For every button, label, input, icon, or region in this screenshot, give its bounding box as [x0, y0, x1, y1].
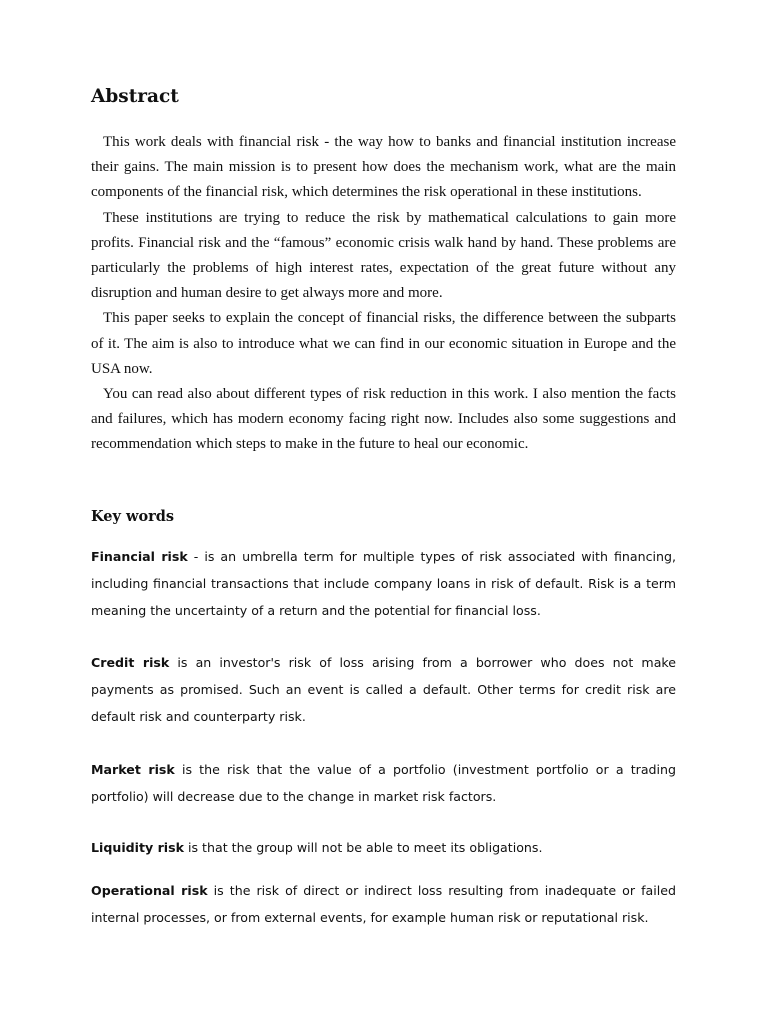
keyword-term: Operational risk — [91, 883, 208, 898]
abstract-paragraph: This work deals with financial risk - the way how to banks and financial institution increase their gains. The main mission is to present how does the mechanism work, what are the main components of the financial risk, which determines the risk operational in these institutions. — [91, 134, 676, 201]
keyword-liquidity-risk — [91, 835, 676, 862]
keyword-definition: is that the group will not be able to meet its obligations. — [183, 840, 543, 855]
keyword-operational-risk — [91, 878, 676, 932]
keyword-definition: is the risk that the value of a portfolio (investment portfolio or a trading portfolio) will decrease due to the change in market risk factors. — [91, 762, 677, 804]
abstract-paragraph: This paper seeks to explain the concept of financial risks, the difference between the subparts of it. The aim is also to introduce what we can find in our economic situation in Europe and the USA now. — [91, 310, 676, 377]
keyword-definition: is an investor's risk of loss arising from a borrower who does not make payments as promised. Such an event is called a default. Other terms for credit risk are default risk and counterparty risk. — [91, 655, 676, 724]
keywords-heading: Key words — [91, 508, 175, 525]
keyword-definition: - is an umbrella term for multiple types of risk associated with financing, including financial transactions that include company loans in risk of default. Risk is a term meaning the uncertainty of a return and the potential for financial loss. — [91, 549, 676, 618]
keyword-term: Credit risk — [91, 655, 170, 670]
keyword-credit-risk — [91, 650, 676, 730]
keyword-financial-risk — [91, 544, 676, 624]
keyword-term: Market risk — [91, 762, 175, 777]
keyword-term: Liquidity risk — [91, 840, 184, 855]
keyword-market-risk — [91, 757, 676, 811]
abstract-paragraph: These institutions are trying to reduce the risk by mathematical calculations to gain more profits. Financial risk and the “famous” economic crisis walk hand by hand. These problems are particularly the problems of high interest rates, expectation of the great future without any disruption and human desire to get always more and more. — [91, 209, 676, 302]
abstract-paragraph: You can read also about different types of risk reduction in this work. I also mention the facts and failures, which has modern economy facing right now. Includes also some suggestions and recommendation which steps to make in the future to heal our economic. — [91, 386, 676, 453]
keyword-term: Financial risk — [91, 549, 188, 564]
abstract-heading: Abstract — [91, 86, 179, 107]
keyword-definition: is the risk of direct or indirect loss resulting from inadequate or failed internal processes, or from external events, for example human risk or reputational risk. — [91, 883, 676, 925]
abstract-body — [91, 130, 676, 458]
